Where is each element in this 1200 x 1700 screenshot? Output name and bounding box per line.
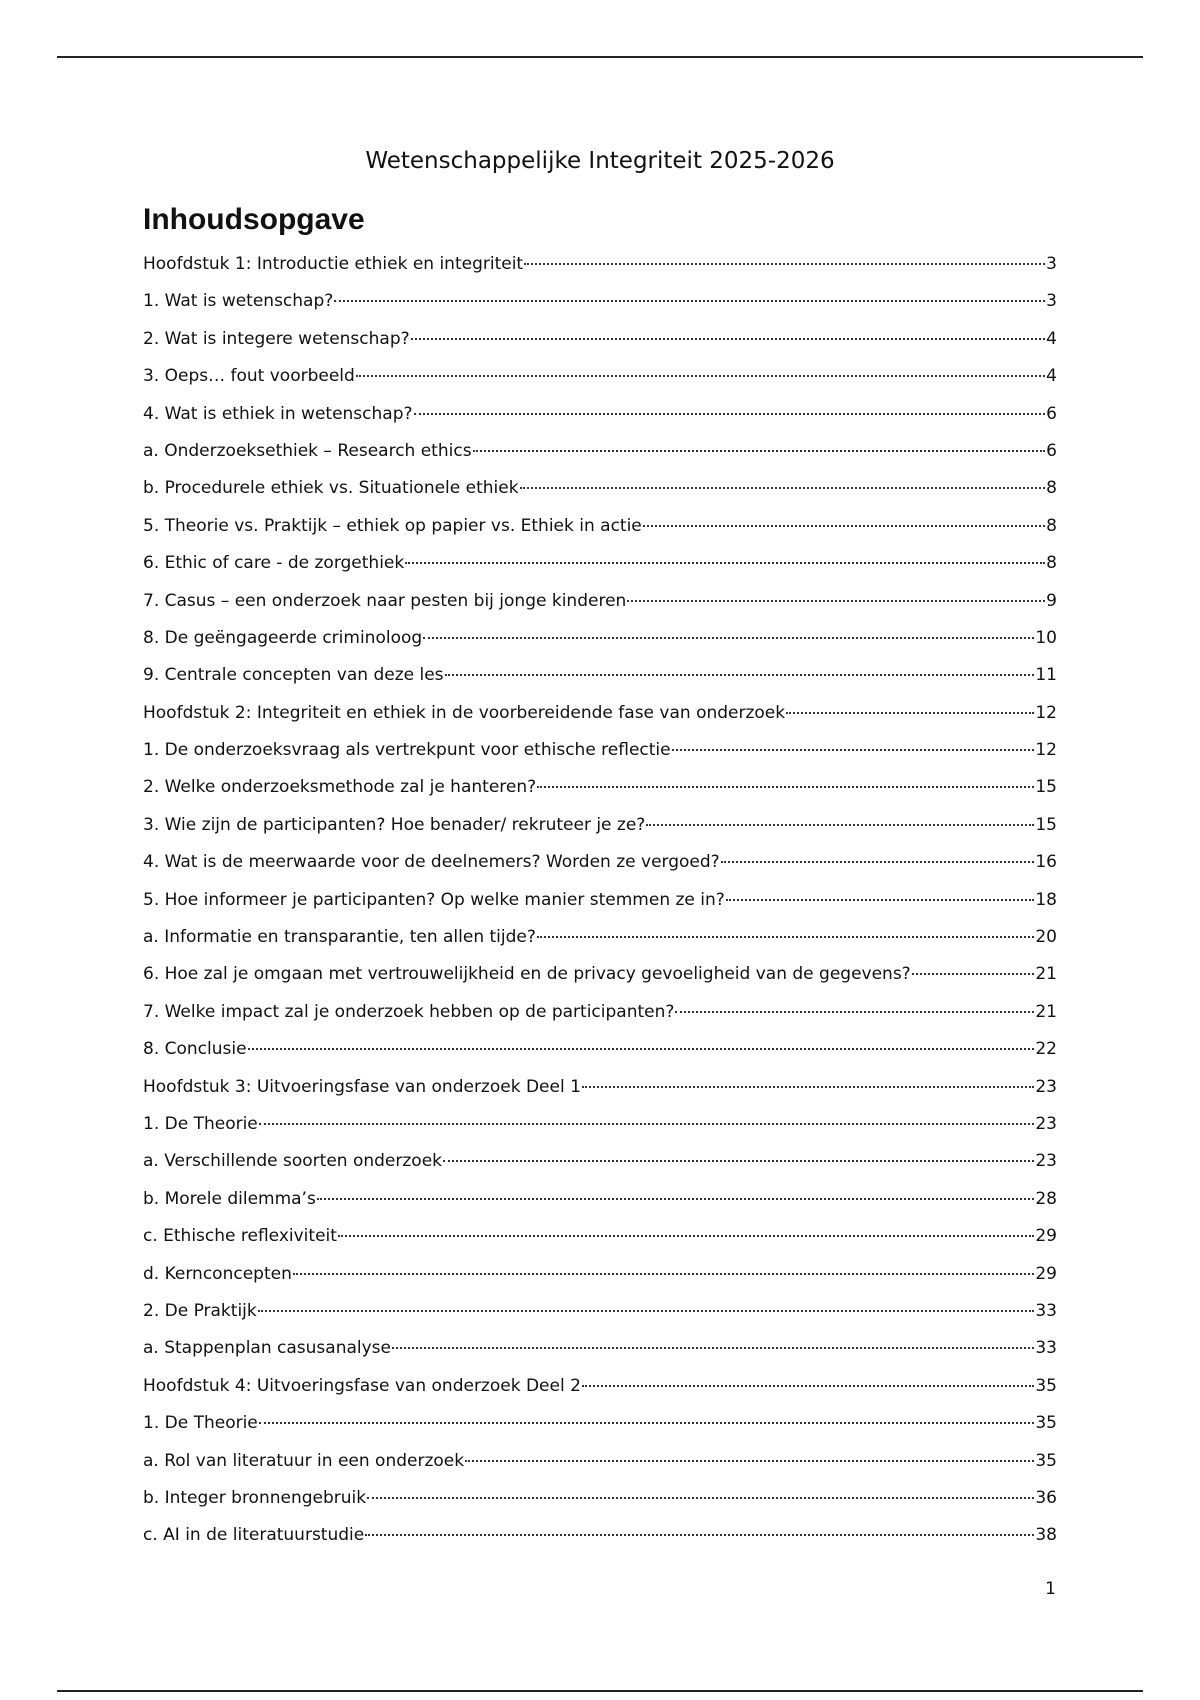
- toc-entry-label: 1. Wat is wetenschap?: [143, 291, 334, 312]
- toc-entry-page: 29: [1035, 1226, 1057, 1247]
- toc-entry-label: 3. Wie zijn de participanten? Hoe benader/ rekruteer je ze?: [143, 814, 646, 835]
- toc-entry-label: 3. Oeps… fout voorbeeld: [143, 366, 355, 387]
- toc-entry-label: Hoofdstuk 3: Uitvoeringsfase van onderzoek Deel 1: [143, 1076, 581, 1097]
- toc-dot-leader: [443, 1160, 1034, 1162]
- toc-entry-page: 33: [1035, 1338, 1057, 1359]
- toc-entry-label: 8. De geëngageerde criminoloog: [143, 627, 423, 648]
- toc-entry[interactable]: [143, 956, 1057, 993]
- toc-dot-leader: [524, 263, 1045, 265]
- toc-entry[interactable]: [143, 1106, 1057, 1143]
- toc-entry-page: 23: [1035, 1151, 1057, 1172]
- toc-entry-page: 4: [1046, 366, 1057, 387]
- toc-entry-page: 12: [1035, 702, 1057, 723]
- toc-dot-leader: [675, 1011, 1034, 1013]
- toc-entry[interactable]: [143, 994, 1057, 1031]
- toc-dot-leader: [405, 562, 1045, 564]
- toc-dot-leader: [537, 786, 1034, 788]
- toc-dot-leader: [334, 300, 1045, 302]
- toc-entry-page: 10: [1035, 627, 1057, 648]
- toc-entry[interactable]: [143, 1218, 1057, 1255]
- toc-entry-page: 35: [1035, 1413, 1057, 1434]
- toc-entry-label: Hoofdstuk 1: Introductie ethiek en integriteit: [143, 254, 524, 274]
- toc-entry-label: 4. Wat is ethiek in wetenschap?: [143, 403, 413, 424]
- toc-entry[interactable]: [143, 1069, 1057, 1106]
- toc-dot-leader: [582, 1086, 1034, 1088]
- toc-entry-label: 8. Conclusie: [143, 1039, 247, 1060]
- toc-dot-leader: [338, 1235, 1034, 1237]
- toc-entry[interactable]: [143, 1405, 1057, 1442]
- toc-entry-page: 8: [1046, 515, 1057, 536]
- toc-entry-page: 18: [1035, 889, 1057, 910]
- toc-entry[interactable]: [143, 1181, 1057, 1218]
- toc-entry[interactable]: [143, 1443, 1057, 1480]
- toc-entry-label: b. Integer bronnengebruik: [143, 1487, 367, 1508]
- toc-entry-label: 7. Welke impact zal je onderzoek hebben op de participanten?: [143, 1001, 675, 1022]
- toc-entry-page: 9: [1046, 590, 1057, 611]
- toc-entry[interactable]: [143, 283, 1057, 320]
- toc-entry-label: Hoofdstuk 2: Integriteit en ethiek in de voorbereidende fase van onderzoek: [143, 702, 786, 723]
- toc-entry[interactable]: [143, 1517, 1057, 1554]
- toc-entry[interactable]: [143, 1368, 1057, 1405]
- toc-entry[interactable]: [143, 732, 1057, 769]
- toc-dot-leader: [721, 861, 1035, 863]
- toc-dot-leader: [643, 525, 1045, 527]
- toc-dot-leader: [465, 1460, 1034, 1462]
- toc-entry[interactable]: [143, 1330, 1057, 1367]
- toc-entry-page: 29: [1035, 1263, 1057, 1284]
- toc-entry-label: 1. De onderzoeksvraag als vertrekpunt voor ethische reflectie: [143, 740, 671, 761]
- toc-dot-leader: [258, 1310, 1035, 1312]
- toc-entry-label: b. Procedurele ethiek vs. Situationele ethiek: [143, 478, 519, 499]
- toc-dot-leader: [582, 1385, 1034, 1387]
- toc-entry[interactable]: [143, 396, 1057, 433]
- toc-entry[interactable]: [143, 1031, 1057, 1068]
- toc-entry-label: a. Rol van literatuur in een onderzoek: [143, 1450, 465, 1471]
- toc-entry-label: a. Informatie en transparantie, ten allen tijde?: [143, 927, 536, 948]
- toc-entry-label: 2. Welke onderzoeksmethode zal je hanteren?: [143, 777, 537, 798]
- toc-dot-leader: [248, 1048, 1035, 1050]
- header-rule: [57, 56, 1143, 58]
- toc-entry[interactable]: [143, 620, 1057, 657]
- toc-entry-label: c. Ethische reflexiviteit: [143, 1226, 337, 1247]
- toc-entry-page: 4: [1046, 328, 1057, 349]
- toc-entry-label: d. Kernconcepten: [143, 1263, 292, 1284]
- table-of-contents: [143, 246, 1057, 1555]
- toc-dot-leader: [786, 712, 1034, 714]
- toc-entry-label: 1. De Theorie: [143, 1413, 258, 1434]
- toc-entry-page: 23: [1035, 1113, 1057, 1134]
- toc-entry-page: 8: [1046, 553, 1057, 574]
- toc-heading: Inhoudsopgave: [143, 203, 365, 236]
- toc-entry[interactable]: [143, 769, 1057, 806]
- toc-entry-page: 20: [1035, 927, 1057, 948]
- toc-entry[interactable]: [143, 1293, 1057, 1330]
- toc-entry-page: 38: [1035, 1525, 1057, 1546]
- toc-entry-page: 33: [1035, 1300, 1057, 1321]
- toc-entry-page: 3: [1046, 254, 1057, 274]
- toc-entry[interactable]: [143, 844, 1057, 881]
- toc-entry-label: a. Verschillende soorten onderzoek: [143, 1151, 443, 1172]
- toc-entry-label: 1. De Theorie: [143, 1113, 258, 1134]
- toc-dot-leader: [672, 749, 1035, 751]
- toc-entry[interactable]: [143, 358, 1057, 395]
- toc-entry[interactable]: [143, 1480, 1057, 1517]
- toc-entry-label: 4. Wat is de meerwaarde voor de deelnemers? Worden ze vergoed?: [143, 852, 720, 873]
- toc-dot-leader: [259, 1422, 1035, 1424]
- toc-entry[interactable]: [143, 321, 1057, 358]
- document-title: Wetenschappelijke Integriteit 2025-2026: [365, 148, 835, 174]
- toc-entry[interactable]: [143, 695, 1057, 732]
- footer-rule: [57, 1690, 1143, 1692]
- toc-dot-leader: [411, 338, 1046, 340]
- toc-entry-label: 9. Centrale concepten van deze les: [143, 665, 444, 686]
- toc-entry-page: 23: [1035, 1076, 1057, 1097]
- toc-dot-leader: [414, 413, 1046, 415]
- toc-dot-leader: [423, 637, 1034, 639]
- toc-entry-page: 22: [1035, 1039, 1057, 1060]
- toc-entry-page: 11: [1035, 665, 1057, 686]
- toc-dot-leader: [392, 1347, 1034, 1349]
- toc-dot-leader: [646, 824, 1034, 826]
- toc-entry[interactable]: [143, 246, 1057, 283]
- toc-entry[interactable]: [143, 919, 1057, 956]
- toc-entry[interactable]: [143, 545, 1057, 582]
- toc-dot-leader: [912, 973, 1035, 975]
- toc-dot-leader: [473, 450, 1046, 452]
- toc-dot-leader: [627, 600, 1045, 602]
- toc-entry-label: 7. Casus – een onderzoek naar pesten bij jonge kinderen: [143, 590, 627, 611]
- toc-dot-leader: [293, 1273, 1035, 1275]
- toc-dot-leader: [520, 487, 1046, 489]
- toc-entry-page: 21: [1035, 1001, 1057, 1022]
- toc-entry-label: c. AI in de literatuurstudie: [143, 1525, 365, 1546]
- toc-dot-leader: [367, 1497, 1034, 1499]
- toc-entry-label: a. Stappenplan casusanalyse: [143, 1338, 391, 1359]
- toc-entry[interactable]: [143, 508, 1057, 545]
- toc-dot-leader: [365, 1534, 1034, 1536]
- toc-entry-page: 16: [1035, 852, 1057, 873]
- toc-entry-label: 5. Hoe informeer je participanten? Op welke manier stemmen ze in?: [143, 889, 725, 910]
- toc-dot-leader: [317, 1198, 1035, 1200]
- toc-entry[interactable]: [143, 882, 1057, 919]
- toc-entry-label: 6. Ethic of care - de zorgethiek: [143, 553, 405, 574]
- page-number: 1: [1045, 1579, 1056, 1599]
- toc-entry-page: 8: [1046, 478, 1057, 499]
- toc-entry-page: 36: [1035, 1487, 1057, 1508]
- toc-entry-label: a. Onderzoeksethiek – Research ethics: [143, 440, 472, 461]
- toc-dot-leader: [259, 1123, 1035, 1125]
- toc-entry-page: 6: [1046, 403, 1057, 424]
- toc-entry[interactable]: [143, 433, 1057, 470]
- toc-entry-label: 2. De Praktijk: [143, 1300, 257, 1321]
- toc-entry[interactable]: [143, 657, 1057, 694]
- toc-entry-label: 6. Hoe zal je omgaan met vertrouwelijkheid en de privacy gevoeligheid van de gegevens?: [143, 964, 911, 985]
- toc-entry[interactable]: [143, 470, 1057, 507]
- toc-entry-label: b. Morele dilemma’s: [143, 1188, 316, 1209]
- toc-entry[interactable]: [143, 583, 1057, 620]
- toc-entry-page: 12: [1035, 740, 1057, 761]
- toc-entry-page: 35: [1035, 1450, 1057, 1471]
- toc-entry-page: 3: [1046, 291, 1057, 312]
- toc-dot-leader: [356, 375, 1045, 377]
- toc-entry[interactable]: [143, 807, 1057, 844]
- toc-entry-page: 15: [1035, 777, 1057, 798]
- toc-dot-leader: [726, 899, 1035, 901]
- toc-entry-label: 2. Wat is integere wetenschap?: [143, 328, 410, 349]
- toc-entry[interactable]: [143, 1256, 1057, 1293]
- toc-entry-page: 28: [1035, 1188, 1057, 1209]
- toc-entry[interactable]: [143, 1143, 1057, 1180]
- toc-entry-page: 15: [1035, 814, 1057, 835]
- toc-entry-page: 35: [1035, 1375, 1057, 1396]
- toc-dot-leader: [445, 674, 1035, 676]
- toc-entry-label: Hoofdstuk 4: Uitvoeringsfase van onderzoek Deel 2: [143, 1375, 581, 1396]
- toc-entry-label: 5. Theorie vs. Praktijk – ethiek op papier vs. Ethiek in actie: [143, 515, 642, 536]
- toc-dot-leader: [537, 936, 1034, 938]
- toc-entry-page: 6: [1046, 440, 1057, 461]
- toc-entry-page: 21: [1035, 964, 1057, 985]
